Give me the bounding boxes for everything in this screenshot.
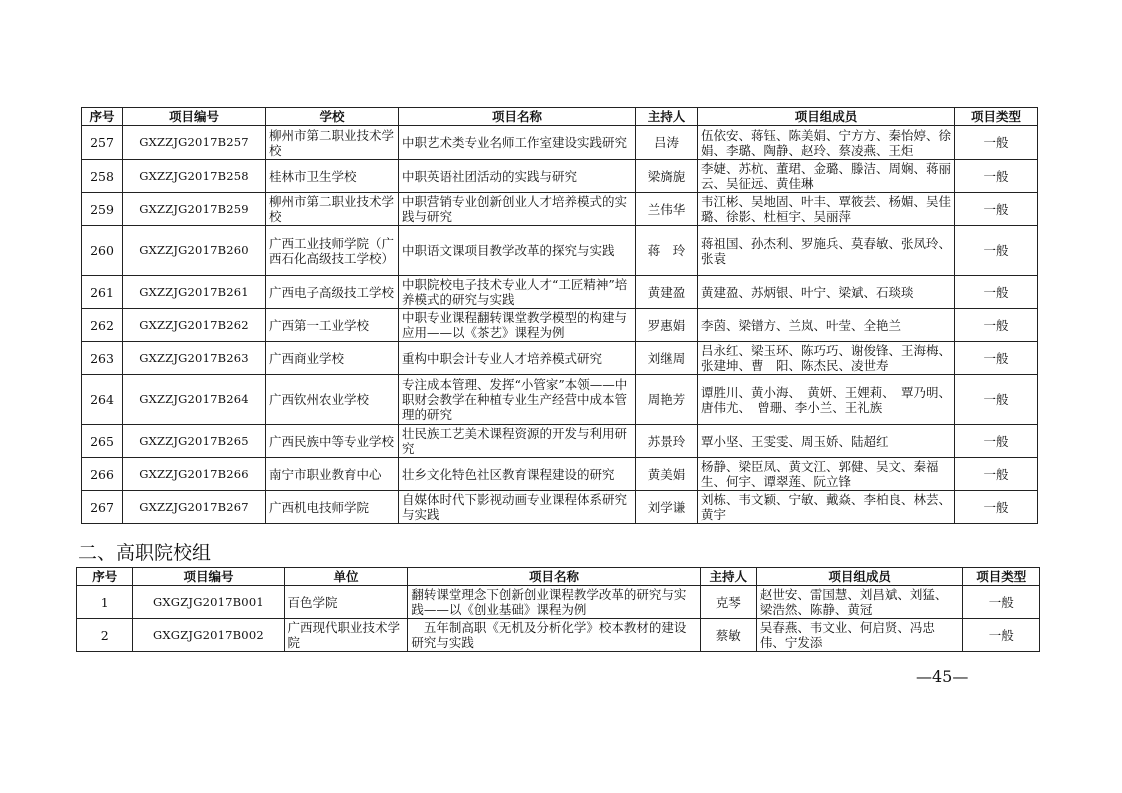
cell-index: 259 [82, 193, 123, 226]
cell-project-code: GXZZJG2017B266 [123, 458, 266, 491]
cell-host: 罗惠娟 [636, 309, 698, 342]
cell-type: 一般 [955, 425, 1038, 458]
cell-project-name: 翻转课堂理念下创新创业课程教学改革的研究与实践——以《创业基础》课程为例 [408, 586, 700, 619]
table-header-row [82, 108, 1038, 126]
table-row [82, 276, 1038, 309]
header-members: 项目组成员 [698, 108, 955, 126]
table-row [77, 586, 1040, 619]
table-body [77, 586, 1040, 652]
table-row [82, 491, 1038, 524]
cell-host: 刘继周 [636, 342, 698, 375]
cell-host: 梁旖旎 [636, 160, 698, 193]
cell-type: 一般 [955, 160, 1038, 193]
header-index: 序号 [82, 108, 123, 126]
cell-project-name: 专注成本管理、发挥“小管家”本领——中职财会教学在种植专业生产经营中成本管理的研究 [399, 375, 636, 425]
cell-index: 1 [77, 586, 133, 619]
cell-project-code: GXZZJG2017B262 [123, 309, 266, 342]
cell-project-code: GXZZJG2017B259 [123, 193, 266, 226]
cell-index: 262 [82, 309, 123, 342]
cell-members: 吴春燕、韦文业、何启贤、冯忠伟、宁发添 [756, 619, 963, 652]
page-number: —45— [916, 667, 969, 686]
cell-index: 257 [82, 126, 123, 160]
project-table-higher-vocational [76, 567, 1040, 652]
header-members: 项目组成员 [756, 568, 963, 586]
cell-index: 267 [82, 491, 123, 524]
header-type: 项目类型 [955, 108, 1038, 126]
cell-members: 赵世安、雷国慧、刘昌斌、刘猛、梁浩然、陈静、黄冠 [756, 586, 963, 619]
table-row [82, 193, 1038, 226]
cell-type: 一般 [955, 458, 1038, 491]
cell-type: 一般 [963, 619, 1040, 652]
cell-members: 刘栋、韦文颖、宁敏、戴焱、李柏良、林芸、黄宇 [698, 491, 955, 524]
cell-type: 一般 [955, 309, 1038, 342]
cell-school: 广西民族中等专业学校 [266, 425, 399, 458]
cell-type: 一般 [955, 375, 1038, 425]
table-row [82, 226, 1038, 276]
table-row [82, 342, 1038, 375]
table-row [77, 619, 1040, 652]
cell-index: 258 [82, 160, 123, 193]
cell-members: 韦江彬、吴地固、叶丰、覃筱芸、杨媚、吴佳璐、徐影、杜桓宇、吴丽萍 [698, 193, 955, 226]
header-project-code: 项目编号 [133, 568, 284, 586]
cell-school: 广西电子高级技工学校 [266, 276, 399, 309]
cell-index: 2 [77, 619, 133, 652]
cell-host: 黄美娟 [636, 458, 698, 491]
cell-host: 苏景玲 [636, 425, 698, 458]
cell-project-code: GXZZJG2017B265 [123, 425, 266, 458]
cell-school: 桂林市卫生学校 [266, 160, 399, 193]
table-body [82, 126, 1038, 524]
cell-members: 谭胜川、黄小海、 黄妍、王娌莉、 覃乃明、唐伟尤、 曾珊、李小兰、王礼族 [698, 375, 955, 425]
cell-members: 杨静、梁臣凤、黄文江、郭健、吴文、秦福生、何宇、谭翠莲、阮立锋 [698, 458, 955, 491]
cell-type: 一般 [963, 586, 1040, 619]
header-index: 序号 [77, 568, 133, 586]
cell-members: 伍依安、蒋钰、陈美娟、宁方方、秦怡婷、徐娟、李璐、陶静、赵玲、蔡凌燕、王炬 [698, 126, 955, 160]
cell-project-name: 重构中职会计专业人才培养模式研究 [399, 342, 636, 375]
header-school: 学校 [266, 108, 399, 126]
cell-school: 广西钦州农业学校 [266, 375, 399, 425]
cell-members: 吕永红、梁玉环、陈巧巧、谢俊锋、王海梅、张建坤、曹 阳、陈杰民、凌世寿 [698, 342, 955, 375]
cell-type: 一般 [955, 491, 1038, 524]
cell-school: 南宁市职业教育中心 [266, 458, 399, 491]
cell-school: 柳州市第二职业技术学校 [266, 126, 399, 160]
cell-members: 覃小坚、王雯雯、周玉娇、陆超红 [698, 425, 955, 458]
cell-host: 刘学谦 [636, 491, 698, 524]
cell-project-code: GXZZJG2017B264 [123, 375, 266, 425]
cell-project-name: 中职营销专业创新创业人才培养模式的实践与研究 [399, 193, 636, 226]
cell-project-name: 中职语文课项目教学改革的探究与实践 [399, 226, 636, 276]
cell-host: 兰伟华 [636, 193, 698, 226]
cell-school: 柳州市第二职业技术学校 [266, 193, 399, 226]
cell-school: 百色学院 [284, 586, 408, 619]
header-project-name: 项目名称 [399, 108, 636, 126]
cell-project-code: GXZZJG2017B260 [123, 226, 266, 276]
table-row [82, 126, 1038, 160]
cell-index: 264 [82, 375, 123, 425]
cell-type: 一般 [955, 126, 1038, 160]
cell-project-code: GXGZJG2017B001 [133, 586, 284, 619]
table-row [82, 160, 1038, 193]
cell-school: 广西机电技师学院 [266, 491, 399, 524]
cell-type: 一般 [955, 193, 1038, 226]
cell-school: 广西第一工业学校 [266, 309, 399, 342]
cell-project-name: 五年制高职《无机及分析化学》校本教材的建设研究与实践 [408, 619, 700, 652]
cell-project-code: GXGZJG2017B002 [133, 619, 284, 652]
cell-project-name: 中职艺术类专业名师工作室建设实践研究 [399, 126, 636, 160]
header-host: 主持人 [700, 568, 756, 586]
cell-host: 蒋 玲 [636, 226, 698, 276]
cell-type: 一般 [955, 276, 1038, 309]
cell-project-name: 自媒体时代下影视动画专业课程体系研究与实践 [399, 491, 636, 524]
cell-index: 261 [82, 276, 123, 309]
header-project-name: 项目名称 [408, 568, 700, 586]
cell-host: 周艳芳 [636, 375, 698, 425]
table-row [82, 375, 1038, 425]
cell-project-code: GXZZJG2017B261 [123, 276, 266, 309]
cell-members: 李婕、苏杭、董珺、金璐、滕洁、周娴、蒋丽云、吴征远、黄佳琳 [698, 160, 955, 193]
table-header-row [77, 568, 1040, 586]
table-row [82, 425, 1038, 458]
cell-type: 一般 [955, 342, 1038, 375]
header-unit: 单位 [284, 568, 408, 586]
header-project-code: 项目编号 [123, 108, 266, 126]
cell-type: 一般 [955, 226, 1038, 276]
cell-school: 广西现代职业技术学院 [284, 619, 408, 652]
cell-host: 黄建盈 [636, 276, 698, 309]
header-type: 项目类型 [963, 568, 1040, 586]
cell-index: 260 [82, 226, 123, 276]
cell-host: 蔡敏 [700, 619, 756, 652]
cell-project-name: 壮民族工艺美术课程资源的开发与利用研究 [399, 425, 636, 458]
section-heading: 二、高职院校组 [78, 542, 212, 564]
table-row [82, 309, 1038, 342]
cell-project-name: 中职英语社团活动的实践与研究 [399, 160, 636, 193]
cell-project-code: GXZZJG2017B263 [123, 342, 266, 375]
cell-index: 266 [82, 458, 123, 491]
cell-index: 265 [82, 425, 123, 458]
project-table-secondary [81, 107, 1038, 524]
cell-project-name: 中职院校电子技术专业人才“工匠精神”培养模式的研究与实践 [399, 276, 636, 309]
cell-host: 克琴 [700, 586, 756, 619]
cell-project-code: GXZZJG2017B258 [123, 160, 266, 193]
cell-project-name: 中职专业课程翻转课堂教学模型的构建与应用——以《茶艺》课程为例 [399, 309, 636, 342]
header-host: 主持人 [636, 108, 698, 126]
cell-project-name: 壮乡文化特色社区教育课程建设的研究 [399, 458, 636, 491]
cell-index: 263 [82, 342, 123, 375]
cell-host: 吕涛 [636, 126, 698, 160]
cell-school: 广西商业学校 [266, 342, 399, 375]
cell-members: 李茵、梁镨方、兰岚、叶莹、全艳兰 [698, 309, 955, 342]
cell-members: 黄建盈、苏炳银、叶宁、梁斌、石琰琰 [698, 276, 955, 309]
cell-school: 广西工业技师学院（广西石化高级技工学校） [266, 226, 399, 276]
cell-members: 蒋祖国、孙杰利、罗施兵、莫春敏、张凤玲、张袁 [698, 226, 955, 276]
cell-project-code: GXZZJG2017B257 [123, 126, 266, 160]
cell-project-code: GXZZJG2017B267 [123, 491, 266, 524]
table-row [82, 458, 1038, 491]
